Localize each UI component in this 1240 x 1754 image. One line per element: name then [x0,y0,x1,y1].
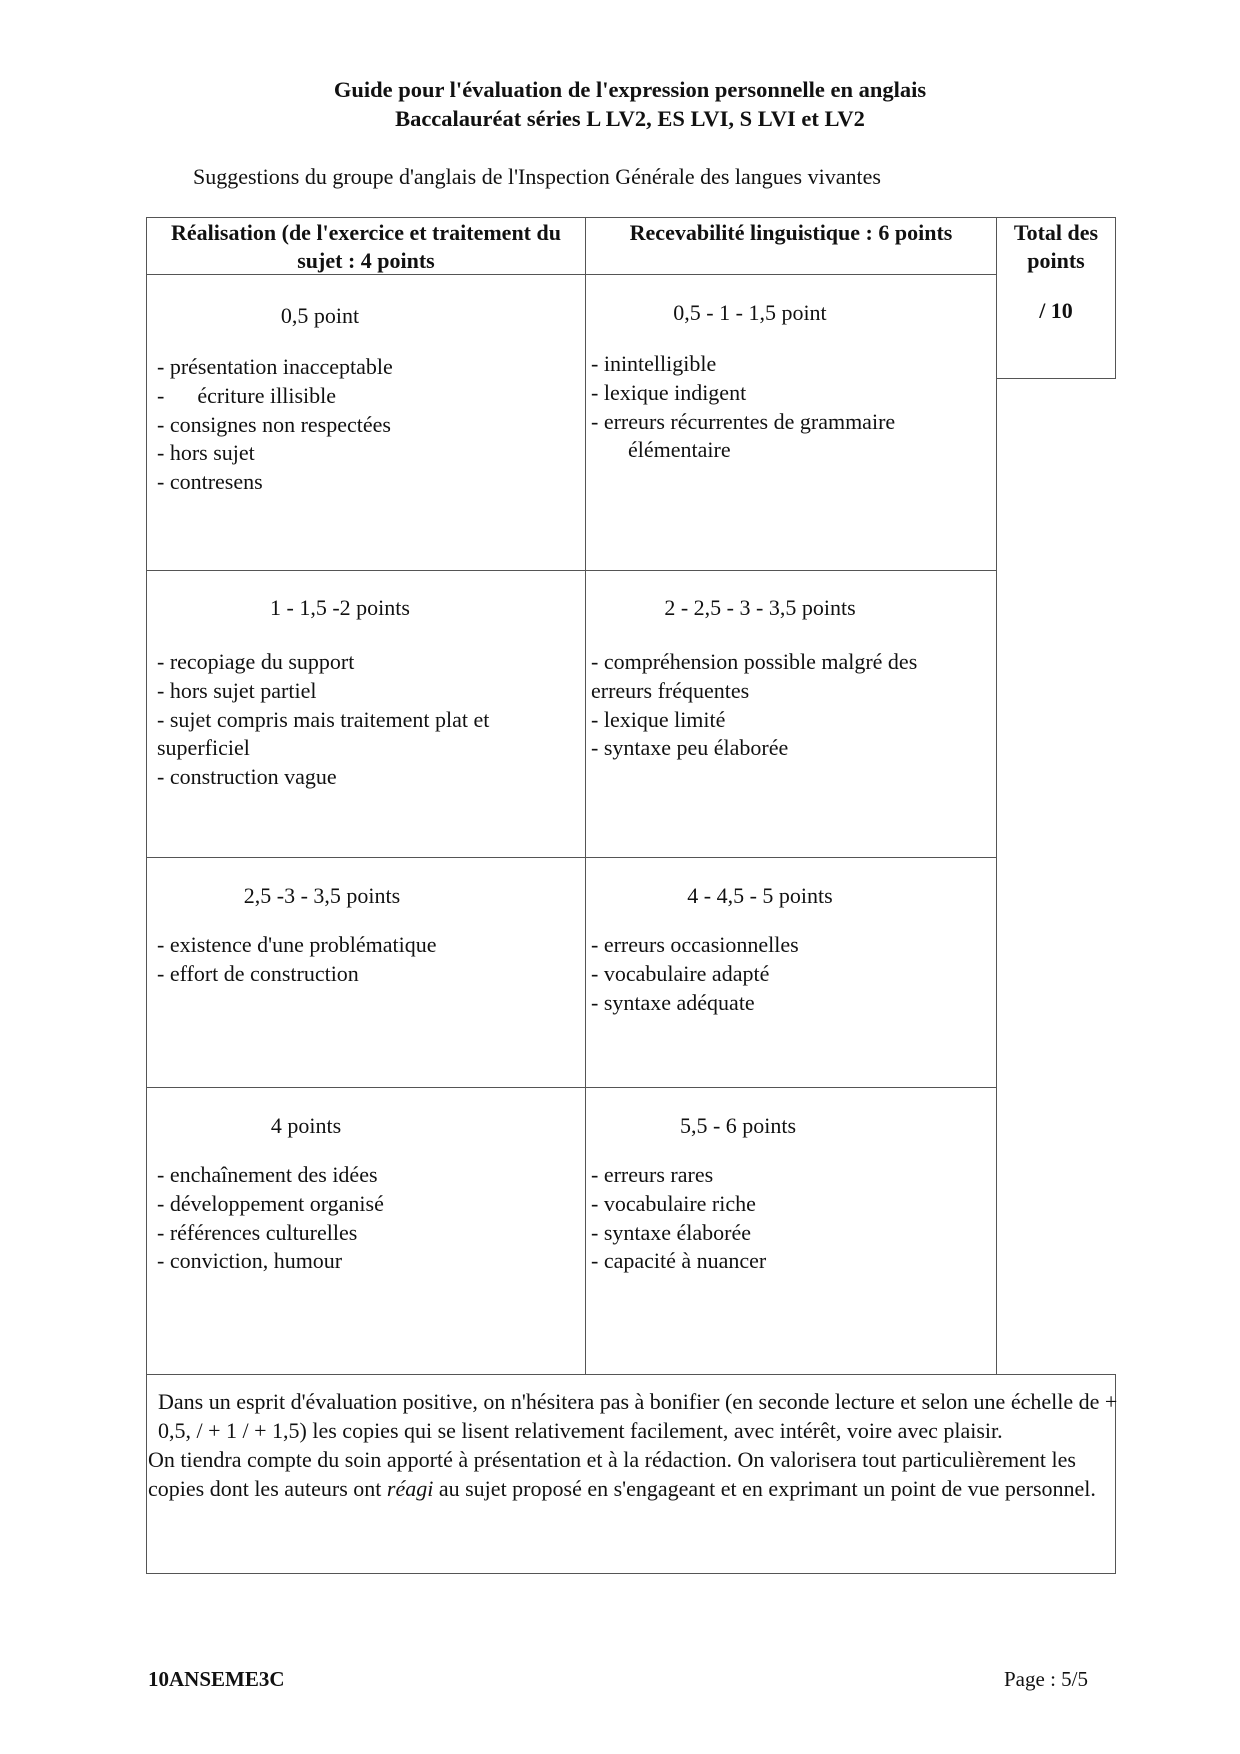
document-code: 10ANSEME3C [148,1667,285,1691]
col2-header: Recevabilité linguistique : 6 points [629,220,953,245]
list-item: - lexique indigent [591,379,747,405]
list-item: erreurs fréquentes [591,677,750,703]
list-item: - syntaxe peu élaborée [591,735,789,761]
col3-header: Total des points [1013,220,1099,273]
document-title: Guide pour l'évaluation de l'expression personnelle en anglais [333,77,927,102]
list-item: élémentaire [628,437,731,463]
row1-left-score: 0,5 point [280,303,360,328]
list-item: - contresens [157,469,263,495]
bonus-note-paragraph-2 [148,1445,1120,1503]
list-item: - existence d'une problématique [157,932,437,957]
row2-left-criteria [157,648,489,792]
row4-left-criteria [157,1161,384,1276]
list-item: - inintelligible [591,351,717,376]
list-item: - conviction, humour [157,1248,343,1274]
list-item: - écriture illisible [157,382,336,408]
list-item: - erreurs occasionnelles [591,932,799,957]
list-item: - recopiage du support [157,649,355,674]
list-item: - erreurs rares [591,1162,714,1187]
note-emphasis: réagi [386,1476,434,1501]
list-item: - enchaînement des idées [157,1162,378,1187]
list-item: - références culturelles [157,1219,358,1245]
row3-right-criteria [591,931,799,1017]
list-item: - consignes non respectées [157,411,391,437]
bonus-note [148,1387,1120,1503]
row2-left-score: 1 - 1,5 -2 points [270,595,410,620]
row4-right-criteria [591,1161,766,1276]
list-item: - capacité à nuancer [591,1248,767,1274]
row1-left-criteria [157,353,393,497]
row3-left-score: 2,5 -3 - 3,5 points [243,883,401,908]
row1-right-criteria [591,350,895,465]
row1-right-score: 0,5 - 1 - 1,5 point [673,300,827,325]
row2-right-score: 2 - 2,5 - 3 - 3,5 points [664,595,856,620]
list-item: - compréhension possible malgré des [591,649,918,674]
list-item: - sujet compris mais traitement plat et [157,706,490,732]
note-text: On tiendra compte du soin apporté à présentation et à la rédaction. On valorisera tout particulièrement les copies dont les auteurs ont [148,1447,1076,1501]
list-item: - développement organisé [157,1190,384,1216]
note-text: au sujet proposé en s'engageant et en exprimant un point de vue personnel. [433,1476,1096,1501]
document-subtitle-exam: Baccalauréat séries L LV2, ES LVI, S LVI et LV2 [395,106,865,131]
row3-right-score: 4 - 4,5 - 5 points [687,883,833,908]
list-item: - vocabulaire adapté [591,960,770,986]
list-item: - vocabulaire riche [591,1190,756,1216]
list-item: - hors sujet [157,440,255,466]
list-item: - hors sujet partiel [157,677,317,703]
row4-right-score: 5,5 - 6 points [679,1113,797,1138]
list-item: superficiel [157,735,250,761]
list-item: - effort de construction [157,960,359,986]
list-item: - erreurs récurrentes de grammaire [591,408,896,434]
list-item: - syntaxe élaborée [591,1219,752,1245]
list-item: - syntaxe adéquate [591,989,755,1015]
row2-right-criteria [591,648,917,763]
row3-left-criteria [157,931,436,989]
col1-header: Réalisation (de l'exercice et traitement du sujet : 4 points [171,220,561,273]
list-item: - présentation inacceptable [157,354,393,379]
page-number: Page : 5/5 [1004,1667,1088,1691]
row4-left-score: 4 points [270,1113,342,1138]
list-item: - construction vague [157,764,337,790]
total-value: / 10 [1039,298,1073,323]
list-item: - lexique limité [591,706,726,732]
bonus-note-paragraph-1: Dans un esprit d'évaluation positive, on n'hésitera pas à bonifier (en seconde lecture et selon une échelle de + 0,5, / + 1 / + 1,5) les copies qui se lisent relativement facilement, avec intérêt, voire avec plaisir. [158,1389,1118,1443]
document-source-note: Suggestions du groupe d'anglais de l'Inspection Générale des langues vivantes [193,164,881,189]
